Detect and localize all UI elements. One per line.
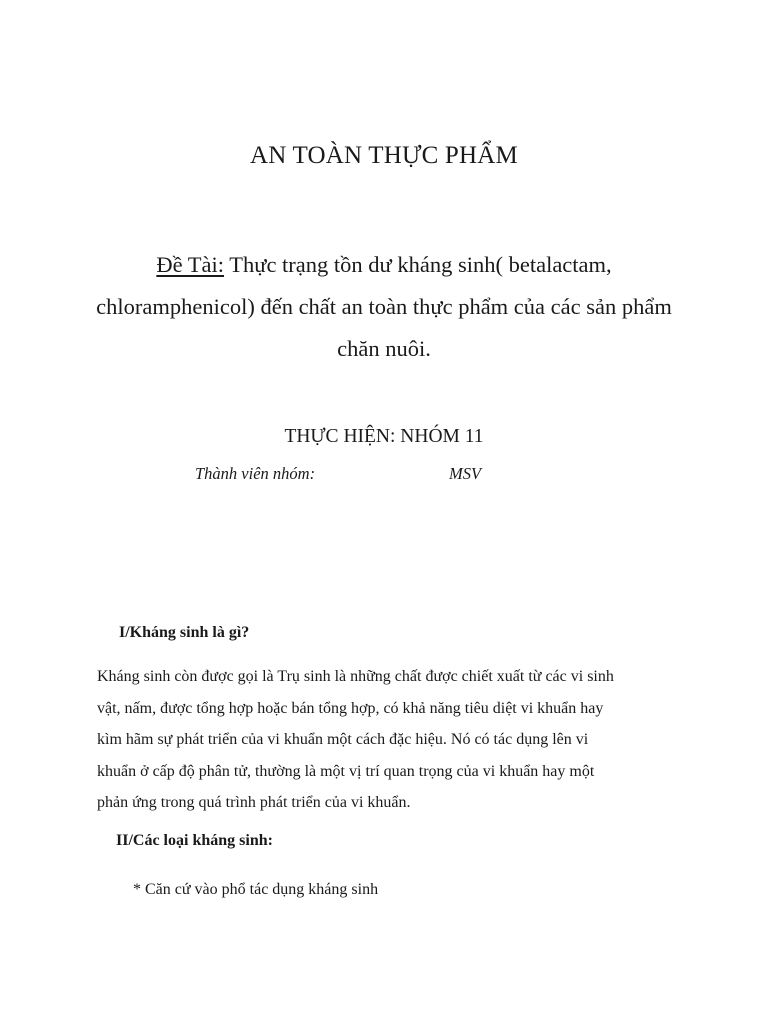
section-1-heading: I/Kháng sinh là gì?	[119, 624, 250, 641]
topic-line-2: chloramphenicol) đến chất an toàn thực phẩm của các sản phẩm	[96, 294, 672, 319]
section-2-heading: II/Các loại kháng sinh:	[116, 832, 273, 849]
section-1-paragraph	[97, 661, 697, 819]
paragraph-line: vật, nấm, được tổng hợp hoặc bán tổng hợp, có khả năng tiêu diệt vi khuẩn hay	[97, 699, 604, 717]
topic-line-3: chăn nuôi.	[337, 336, 431, 361]
team-label: THỰC HIỆN: NHÓM 11	[284, 426, 484, 447]
topic-block	[60, 244, 708, 370]
paragraph-line: khuẩn ở cấp độ phân tử, thường là một vị trí quan trọng của vi khuẩn hay một	[97, 762, 595, 780]
msv-label: MSV	[449, 464, 482, 483]
paragraph-line: phản ứng trong quá trình phát triển của vi khuẩn.	[97, 794, 411, 811]
document-title: AN TOÀN THỰC PHẨM	[250, 142, 518, 169]
topic-label: Đề Tài:	[156, 252, 225, 277]
topic-line-1	[60, 244, 708, 286]
members-label: Thành viên nhóm:	[195, 464, 316, 483]
paragraph-line: Kháng sinh còn được gọi là Trụ sinh là những chất được chiết xuất từ các vi sinh	[97, 668, 614, 685]
section-2-bullet: * Căn cứ vào phổ tác dụng kháng sinh	[133, 881, 379, 898]
topic-line-1-text: Thực trạng tồn dư kháng sinh( betalactam,	[224, 252, 612, 277]
paragraph-line: kìm hãm sự phát triển của vi khuẩn một cách đặc hiệu. Nó có tác dụng lên vi	[97, 731, 589, 748]
